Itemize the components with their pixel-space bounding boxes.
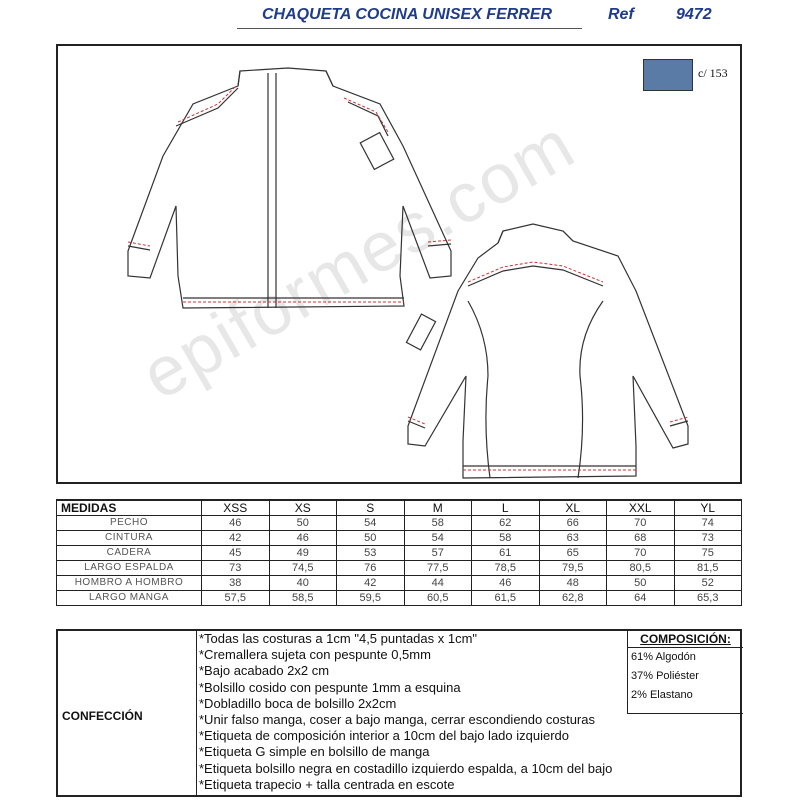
measurement-value: 73 — [674, 531, 742, 546]
measurement-value: 61,5 — [472, 591, 540, 606]
composicion-item: 61% Algodón — [631, 651, 696, 663]
measurement-value: 46 — [269, 531, 337, 546]
measurement-value: 66 — [539, 516, 607, 531]
confeccion-note: *Bajo acabado 2x2 cm — [199, 663, 330, 679]
document-title: CHAQUETA COCINA UNISEX FERRER — [262, 6, 553, 23]
measurement-label: LARGO MANGA — [57, 591, 202, 606]
ref-number: 9472 — [676, 6, 712, 23]
size-header: YL — [674, 500, 742, 516]
measurement-value: 54 — [404, 531, 472, 546]
confeccion-note: *Dobladillo boca de bolsillo 2x2cm — [199, 695, 397, 711]
measurements-header-row — [57, 500, 742, 516]
measurement-value: 62,8 — [539, 591, 607, 606]
measurement-value: 45 — [202, 546, 270, 561]
measurement-value: 54 — [337, 516, 405, 531]
header — [0, 4, 800, 32]
watermark-text: epiformes.com — [128, 104, 588, 415]
front-jacket-sketch — [128, 68, 451, 308]
measurement-value: 52 — [674, 576, 742, 591]
measurement-value: 49 — [269, 546, 337, 561]
measurement-value: 68 — [607, 531, 675, 546]
confeccion-divider — [196, 631, 197, 795]
stitch-line — [178, 86, 236, 122]
measurement-value: 65 — [539, 546, 607, 561]
measurement-value: 58,5 — [269, 591, 337, 606]
measurement-row — [57, 531, 742, 546]
confeccion-note: *Etiqueta trapecio + talla centrada en escote — [199, 776, 455, 792]
measurement-value: 58 — [472, 531, 540, 546]
ref-label: Ref — [608, 6, 634, 23]
color-code: c/ 153 — [698, 66, 728, 80]
measurement-label: HOMBRO A HOMBRO — [57, 576, 202, 591]
measurement-value: 70 — [607, 516, 675, 531]
composicion-title: COMPOSICIÓN: — [628, 631, 743, 648]
measurement-row — [57, 561, 742, 576]
measurement-value: 50 — [337, 531, 405, 546]
measurement-value: 79,5 — [539, 561, 607, 576]
measurement-value: 60,5 — [404, 591, 472, 606]
measurement-value: 48 — [539, 576, 607, 591]
measurement-row — [57, 576, 742, 591]
measurement-value: 74,5 — [269, 561, 337, 576]
measurement-label: LARGO ESPALDA — [57, 561, 202, 576]
confeccion-note: *Etiqueta bolsillo negra en costadillo izquierdo espalda, a 10cm del bajo — [199, 760, 613, 776]
measurement-value: 40 — [269, 576, 337, 591]
size-header: XXL — [607, 500, 675, 516]
size-header: L — [472, 500, 540, 516]
size-header: XL — [539, 500, 607, 516]
composicion-item: 2% Elastano — [631, 689, 693, 701]
measurements-header-label: MEDIDAS — [57, 500, 202, 516]
measurement-value: 77,5 — [404, 561, 472, 576]
confeccion-note: *Etiqueta G simple en bolsillo de manga — [199, 744, 430, 760]
measurement-value: 50 — [607, 576, 675, 591]
jacket-sketches — [58, 46, 742, 484]
measurement-value: 59,5 — [337, 591, 405, 606]
composicion-box — [627, 631, 743, 714]
size-header: S — [337, 500, 405, 516]
measurement-value: 61 — [472, 546, 540, 561]
measurement-value: 57 — [404, 546, 472, 561]
measurement-label: CADERA — [57, 546, 202, 561]
measurement-value: 57,5 — [202, 591, 270, 606]
back-jacket-sketch — [406, 224, 688, 478]
measurement-value: 58 — [404, 516, 472, 531]
measurement-row — [57, 591, 742, 606]
measurement-value: 81,5 — [674, 561, 742, 576]
confeccion-note: *Cremallera sujeta con pespunte 0,5mm — [199, 647, 431, 663]
measurement-value: 62 — [472, 516, 540, 531]
measurements-table — [56, 499, 742, 606]
measurement-value: 38 — [202, 576, 270, 591]
measurement-label: PECHO — [57, 516, 202, 531]
composicion-item: 37% Poliéster — [631, 670, 699, 682]
measurement-row — [57, 516, 742, 531]
measurement-value: 63 — [539, 531, 607, 546]
title-underline — [237, 28, 582, 29]
measurement-value: 65,3 — [674, 591, 742, 606]
measurement-value: 73 — [202, 561, 270, 576]
measurement-value: 50 — [269, 516, 337, 531]
confeccion-note: *Todas las costuras a 1cm "4,5 puntadas x 1cm" — [199, 631, 478, 646]
measurement-value: 78,5 — [472, 561, 540, 576]
measurement-value: 64 — [607, 591, 675, 606]
measurement-label: CINTURA — [57, 531, 202, 546]
measurement-value: 53 — [337, 546, 405, 561]
size-header: M — [404, 500, 472, 516]
measurement-value: 46 — [202, 516, 270, 531]
measurement-value: 70 — [607, 546, 675, 561]
confeccion-note: *Etiqueta de composición interior a 10cm del bajo lado izquierdo — [199, 728, 569, 744]
measurement-value: 44 — [404, 576, 472, 591]
confeccion-note: *Unir falso manga, coser a bajo manga, cerrar escondiendo costuras — [199, 712, 595, 728]
measurement-value: 74 — [674, 516, 742, 531]
measurement-value: 75 — [674, 546, 742, 561]
measurement-value: 42 — [202, 531, 270, 546]
measurement-value: 42 — [337, 576, 405, 591]
measurement-value: 46 — [472, 576, 540, 591]
confeccion-note: *Bolsillo cosido con pespunte 1mm a esquina — [199, 679, 461, 695]
size-header: XS — [269, 500, 337, 516]
measurement-value: 80,5 — [607, 561, 675, 576]
confeccion-notes — [199, 631, 619, 793]
confeccion-label: CONFECCIÓN — [62, 709, 143, 723]
measurement-row — [57, 546, 742, 561]
size-header: XSS — [202, 500, 270, 516]
measurement-value: 76 — [337, 561, 405, 576]
technical-drawing — [56, 44, 742, 484]
confeccion-section — [56, 629, 742, 797]
